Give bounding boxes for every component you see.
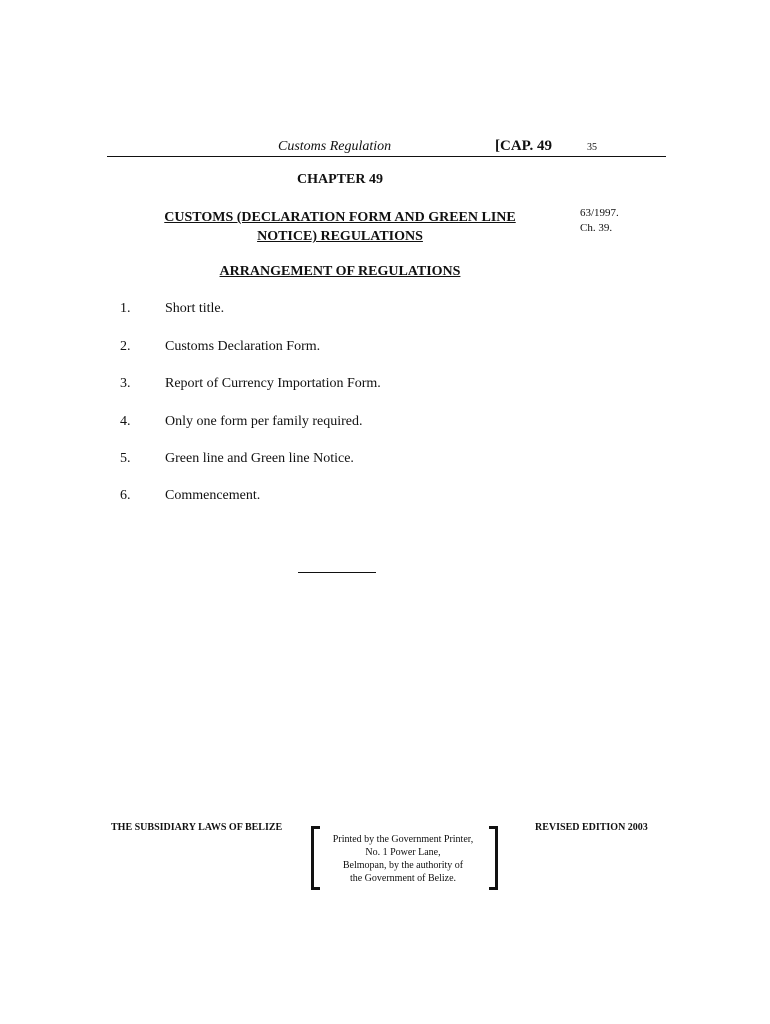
footer-publication-name: THE SUBSIDIARY LAWS OF BELIZE bbox=[111, 822, 283, 833]
list-item-number: 5. bbox=[120, 451, 131, 466]
list-item-text: Customs Declaration Form. bbox=[165, 339, 321, 354]
regulations-title-line-1: CUSTOMS (DECLARATION FORM AND GREEN LINE bbox=[164, 210, 516, 225]
list-item-text: Short title. bbox=[165, 301, 225, 316]
regulations-title bbox=[140, 208, 540, 246]
list-item-text: Report of Currency Importation Form. bbox=[165, 376, 381, 391]
list-item-number: 3. bbox=[120, 376, 131, 391]
chapter-heading: CHAPTER 49 bbox=[297, 172, 383, 187]
printer-notice-line-2: No. 1 Power Lane, bbox=[365, 847, 441, 858]
list-item-text: Green line and Green line Notice. bbox=[165, 451, 354, 466]
printer-notice-line-4: the Government of Belize. bbox=[349, 873, 457, 884]
list-item-number: 1. bbox=[120, 301, 131, 316]
list-item-text: Only one form per family required. bbox=[165, 414, 363, 429]
list-item-number: 4. bbox=[120, 414, 131, 429]
list-item-number: 6. bbox=[120, 488, 131, 503]
arrangement-heading: ARRANGEMENT OF REGULATIONS bbox=[219, 264, 461, 279]
running-header-title: Customs Regulation bbox=[278, 139, 392, 154]
list-item-text: Commencement. bbox=[165, 488, 261, 503]
page-number: 35 bbox=[587, 142, 597, 153]
margin-citation-line-2: Ch. 39. bbox=[580, 222, 613, 234]
header-divider bbox=[107, 156, 666, 157]
chapter-reference: [CAP. 49 bbox=[495, 138, 552, 154]
margin-citation bbox=[580, 206, 619, 236]
margin-citation-line-1: 63/1997. bbox=[580, 207, 619, 219]
printer-notice-line-3: Belmopan, by the authority of bbox=[342, 860, 464, 871]
printer-notice-line-1: Printed by the Government Printer, bbox=[332, 834, 474, 845]
list-item-number: 2. bbox=[120, 339, 131, 354]
right-bracket bbox=[489, 826, 498, 890]
printer-notice bbox=[318, 833, 488, 885]
footer-edition: REVISED EDITION 2003 bbox=[535, 822, 648, 833]
section-end-rule bbox=[298, 572, 376, 573]
regulations-title-line-2: NOTICE) REGULATIONS bbox=[257, 229, 423, 244]
